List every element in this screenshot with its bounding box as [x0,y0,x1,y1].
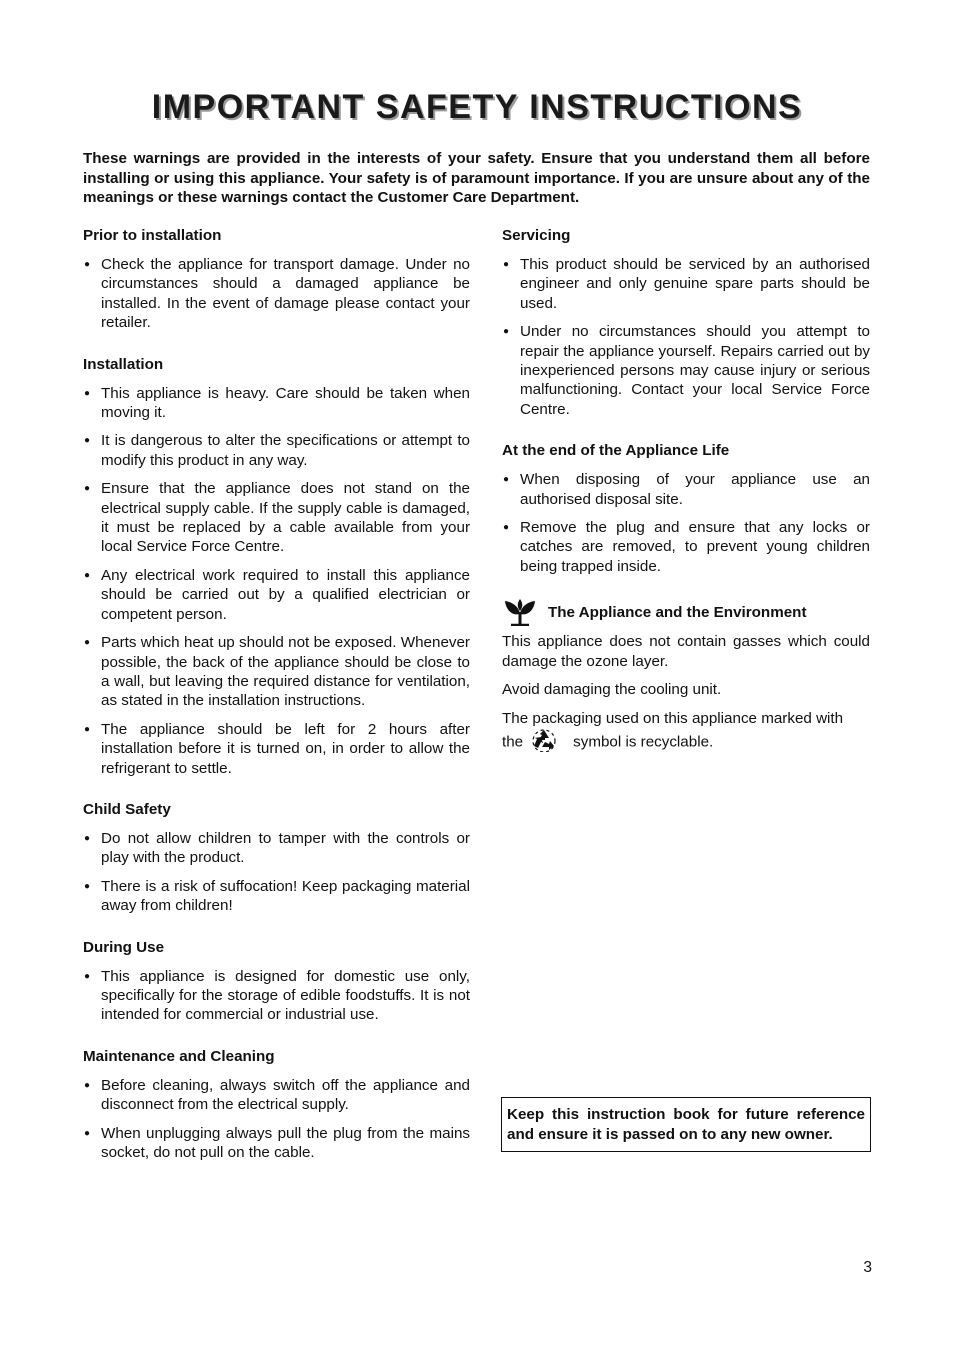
servicing-list [502,255,870,419]
section-heading-end-of-life: At the end of the Appliance Life [502,442,730,460]
left-column [83,226,470,1184]
section-heading-during-use: During Use [83,938,165,956]
environment-para-packaging [502,709,870,758]
list-item: ● Before cleaning, always switch off the appliance and disconnect from the electrical supply. [83,1076,470,1115]
right-column [502,226,870,766]
section-heading-installation: Installation [83,355,164,373]
page-title: IMPORTANT SAFETY INSTRUCTIONS [151,88,803,126]
list-item: ● Parts which heat up should not be exposed. Whenever possible, the back of the appliance should be close to a wall, but leaving the required distance for ventilation, as stated in the installation instructions. [83,633,470,711]
environment-para-ozone: This appliance does not contain gasses which could damage the ozone layer. [502,633,870,670]
section-heading-child-safety: Child Safety [83,800,171,818]
list-item: ● There is a risk of suffocation! Keep packaging material away from children! [83,877,470,916]
list-item: ● Ensure that the appliance does not stand on the electrical supply cable. If the supply cable is damaged, it must be replaced by a cable available from your local Service Force Centre. [83,479,470,557]
end-of-life-list [502,470,870,576]
section-heading-maintenance: Maintenance and Cleaning [83,1047,275,1065]
list-item: ● It is dangerous to alter the specifications or attempt to modify this product in any way. [83,431,470,470]
list-item: ● This appliance is designed for domestic use only, specifically for the storage of edible foodstuffs. It is not intended for commercial or industrial use. [83,967,470,1025]
section-heading-servicing: Servicing [502,227,571,244]
keep-instructions-notice: Keep this instruction book for future reference and ensure it is passed on to any new owner. [501,1097,871,1152]
plant-icon [502,598,538,626]
environment-heading-text: The Appliance and the Environment [548,603,807,621]
page-number: 3 [863,1259,872,1276]
prior-list [83,255,470,333]
list-item: ● Under no circumstances should you attempt to repair the appliance yourself. Repairs carried out by inexperienced persons may cause injury or serious malfunctioning. Contact your local Service Force Centre. [502,322,870,419]
environment-heading [502,598,870,626]
list-item: ● When unplugging always pull the plug from the mains socket, do not pull on the cable. [83,1124,470,1163]
list-item: ● Remove the plug and ensure that any locks or catches are removed, to prevent young children being trapped inside. [502,518,870,576]
list-item: ● This appliance is heavy. Care should be taken when moving it. [83,384,470,423]
child-safety-list [83,829,470,916]
during-use-list [83,967,470,1025]
packaging-text-post: symbol is recyclable. [573,733,714,751]
list-item: ● Do not allow children to tamper with the controls or play with the product. [83,829,470,868]
packaging-text-pre: the [502,733,524,751]
packaging-text-line1: The packaging used on this appliance marked with [502,709,844,727]
intro-warning: These warnings are provided in the interests of your safety. Ensure that you understand them all before installing or using this appliance. Your safety is of paramount importance. If you are unsure about any of the meanings or these warnings contact the Customer Care Department. [83,150,870,206]
list-item: ● Check the appliance for transport damage. Under no circumstances should a damaged appliance be installed. In the event of damage please contact your retailer. [83,255,470,333]
recycle-icon [531,728,557,757]
list-item: ● The appliance should be left for 2 hours after installation before it is turned on, in order to allow the refrigerant to settle. [83,720,470,778]
environment-para-cooling: Avoid damaging the cooling unit. [502,681,722,699]
list-item: ● Any electrical work required to install this appliance should be carried out by a qualified electrician or competent person. [83,566,470,624]
list-item: ● When disposing of your appliance use an authorised disposal site. [502,470,870,509]
maintenance-list [83,1076,470,1163]
list-item: ● This product should be serviced by an authorised engineer and only genuine spare parts should be used. [502,255,870,313]
installation-list [83,384,470,778]
section-heading-prior: Prior to installation [83,227,222,244]
